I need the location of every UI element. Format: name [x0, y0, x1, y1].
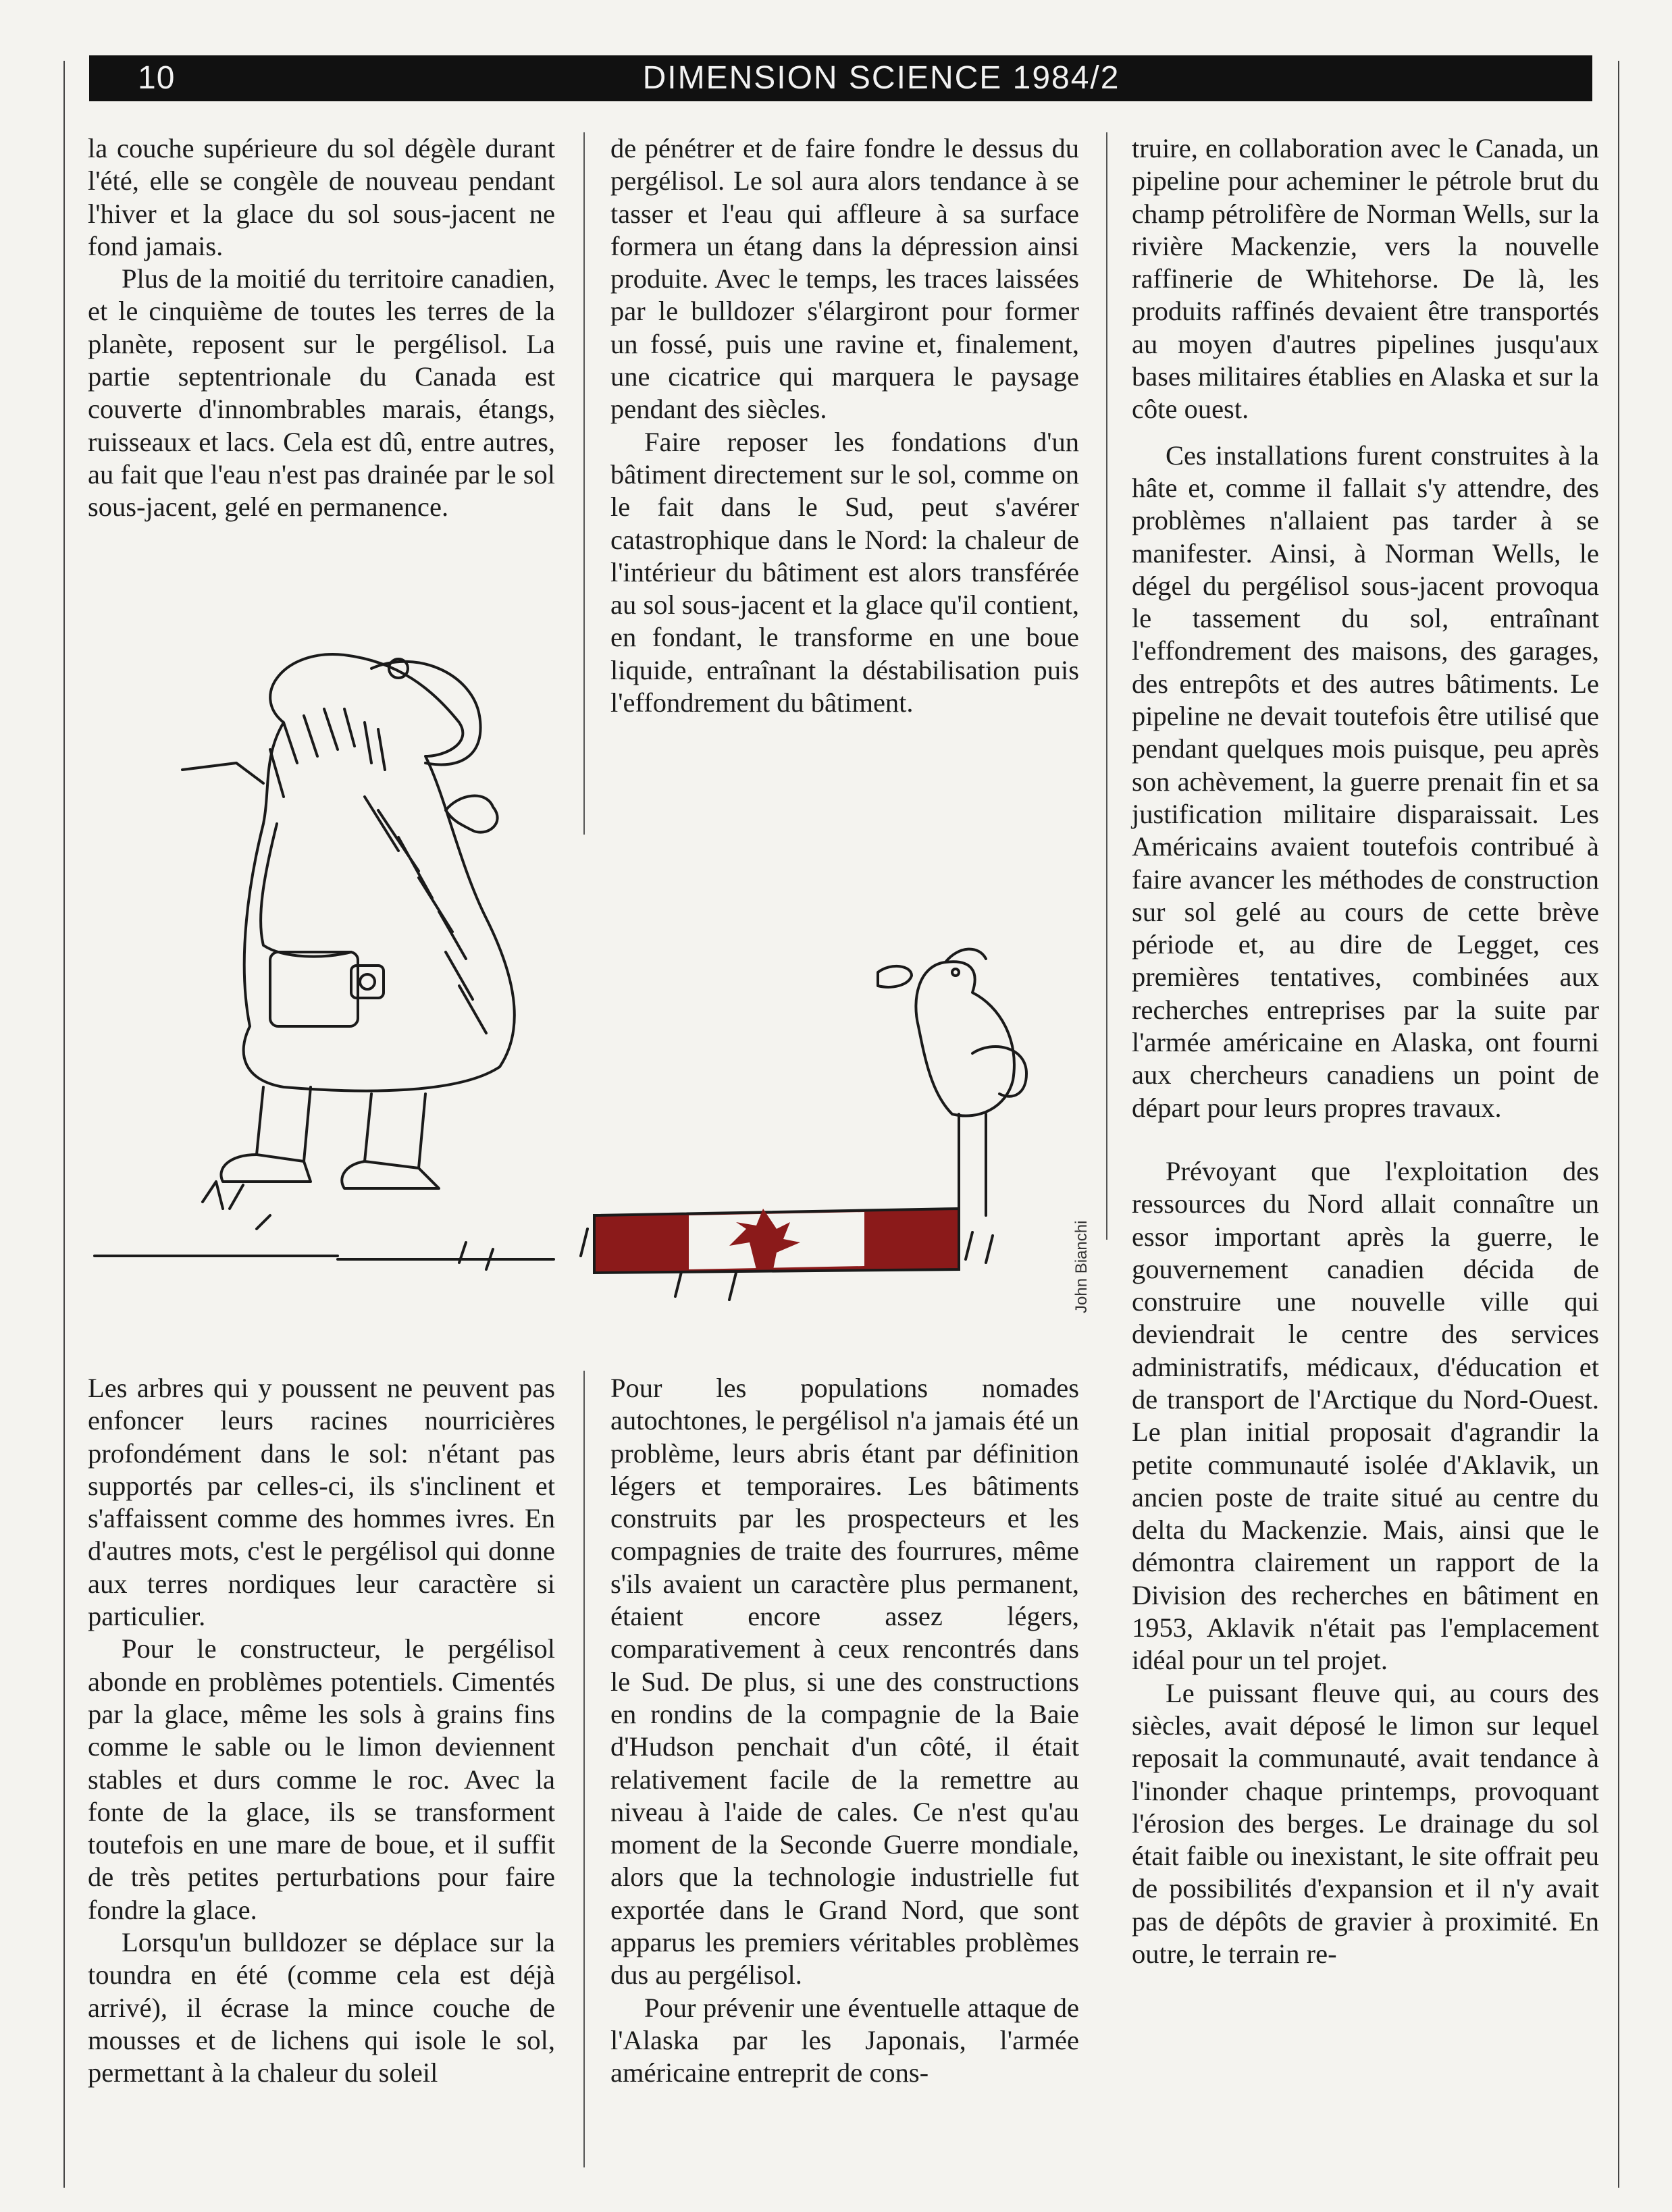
- column-rule: [1106, 132, 1107, 1240]
- paragraph: Le puissant fleuve qui, au cours des siècles, avait déposé le limon sur lequel reposait la communauté, avait tendance à l'inonder chaque printemps, provoquant l'érosion des berges. Le drainage du sol était faible ou inexistant, le site offrait peu de possibilités d'expansion et il n'y avait pas de dépôts de gravier à proximité. En outre, le terrain re-: [1132, 1677, 1599, 1970]
- paragraph: Lorsqu'un bulldozer se déplace sur la toundra en été (comme cela est déjà arrivé), il écrase la mince couche de mousses et de lichens qui isole le sol, permettant à la chaleur du soleil: [88, 1927, 555, 2088]
- column-bottom-left: [88, 1372, 555, 2090]
- paragraph: truire, en collaboration avec le Canada, un pipeline pour acheminer le pétrole brut du champ pétrolifère de Norman Wells, sur la rivière Mackenzie, vers la nouvelle raffinerie de Whitehorse. De là, les produits raffinés devaient être transportés au moyen d'autres pipelines jusqu'aux bases militaires établies en Alaska et sur la côte ouest.: [1132, 133, 1599, 425]
- page-header-bar: [89, 55, 1592, 101]
- publication-title: DIMENSION SCIENCE 1984/2: [642, 60, 1120, 96]
- column-rule: [583, 1371, 585, 2167]
- left-page-edge-rule: [63, 61, 65, 2188]
- paragraph: Prévoyant que l'exploitation des ressources du Nord allait connaître un essor important après la guerre, le gouvernement canadien décida de construire une nouvelle ville qui deviendrait le centre des services administratifs, médicaux, d'éducation et de transport de l'Arctique du Nord-Ouest. Le plan initial proposait d'agrandir la petite communauté isolée d'Aklavik, un ancien poste de traite situé au centre du delta du Mackenzie. Mais, ainsi que le démontra clairement un rapport de la Division des recherches en bâtiment en 1953, Aklavik n'était pas l'emplacement idéal pour un tel projet.: [1132, 1155, 1599, 1676]
- cartoon-illustration: [81, 621, 1053, 1337]
- paragraph: Faire reposer les fondations d'un bâtiment directement sur le sol, comme on le fait dans le Sud, peut s'avérer catastrophique dans le Nord: la chaleur de l'intérieur du bâtiment est alors transférée au sol sous-jacent et la glace qu'il contient, en fondant, le transforme en une boue liquide, entraînant la déstabilisation puis l'effondrement du bâtiment.: [610, 426, 1079, 718]
- paragraph: Pour le constructeur, le pergélisol abonde en problèmes potentiels. Cimentés par la glace, même les sols à grains fins comme le sable ou le limon deviennent stables et durs comme le roc. Avec la fonte de la glace, ils se transforment toutefois en une mare de boue, et il suffit de très petites perturbations pour faire fondre la glace.: [88, 1633, 555, 1925]
- column-top-left: [88, 132, 555, 524]
- paragraph: Pour prévenir une éventuelle attaque de l'Alaska par les Japonais, l'armée américaine entreprit de cons-: [610, 1992, 1079, 2088]
- paragraph: Pour les populations nomades autochtones, le pergélisol n'a jamais été un problème, leurs abris étant par définition légers et temporaires. Les bâtiments construits par les prospecteurs et les compagnies de traite des fourrures, même s'ils avaient un caractère plus permanent, étaient encore assez légers, comparativement à ceux rencontrés dans le Sud. De plus, si une des constructions en rondins de la compagnie de la Baie d'Hudson penchait d'un côté, il était relativement facile de la remettre au niveau à l'aide de cales. Ce n'est qu'au moment de la Seconde Guerre mondiale, alors que la technologie industrielle fut exportée dans le Grand Nord, que sont apparus les premiers véritables problèmes dus au pergélisol.: [610, 1373, 1079, 1991]
- paragraph: Les arbres qui y poussent ne peuvent pas enfoncer leurs racines nourricières profondément dans le sol: n'étant pas supportés par celles-ci, ils s'inclinent et s'affaissent comme des hommes ivres. En d'autres mots, c'est le pergélisol qui donne aux terres nordiques leur caractère si particulier.: [88, 1373, 555, 1632]
- right-page-edge-rule: [1618, 61, 1619, 2188]
- column-bottom-middle: [610, 1372, 1079, 2090]
- illustration-credit: John Bianchi: [1072, 1220, 1091, 1313]
- column-right: [1132, 132, 1599, 1970]
- paragraph: de pénétrer et de faire fondre le dessus du pergélisol. Le sol aura alors tendance à se tasser et l'eau qui affleure à sa surface formera un étang dans la dépression ainsi produite. Avec le temps, les traces laissées par le bulldozer s'élargiront pour former un fossé, puis une ravine et, finalement, une cicatrice qui marquera le paysage pendant des siècles.: [610, 133, 1079, 425]
- paragraph: Ces installations furent construites à la hâte et, comme il fallait s'y attendre, des problèmes n'allaient pas tarder à se manifester. Ainsi, à Norman Wells, le dégel du pergélisol sous-jacent provoqua le tassement du sol, entraînant l'effondrement des maisons, des garages, des entrepôts et des autres bâtiments. Le pipeline ne devait toutefois être utilisé que pendant quelques mois puisque, peu après son achèvement, la guerre prenait fin et sa justification militaire disparaissait. Les Américains avaient toutefois contribué à faire avancer les méthodes de construction sur sol gelé au cours de cette brève période et, au dire de Legget, ces premières tentatives, combinées aux recherches entreprises par la suite par l'armée américaine en Alaska, ont fourni aux chercheurs canadiens un point de départ pour leurs propres travaux.: [1132, 440, 1599, 1123]
- page-number: 10: [138, 60, 176, 96]
- paragraph: Plus de la moitié du territoire canadien, et le cinquième de toutes les terres de la planète, reposent sur le pergélisol. La partie septentrionale du Canada est couverte d'innombrables marais, étangs, ruisseaux et lacs. Cela est dû, entre autres, au fait que l'eau n'est pas drainée par le sol sous-jacent, gelé en permanence.: [88, 263, 555, 523]
- paragraph: la couche supérieure du sol dégèle durant l'été, elle se congèle de nouveau pendant l'hiver et la glace du sol sous-jacent ne fond jamais.: [88, 133, 555, 261]
